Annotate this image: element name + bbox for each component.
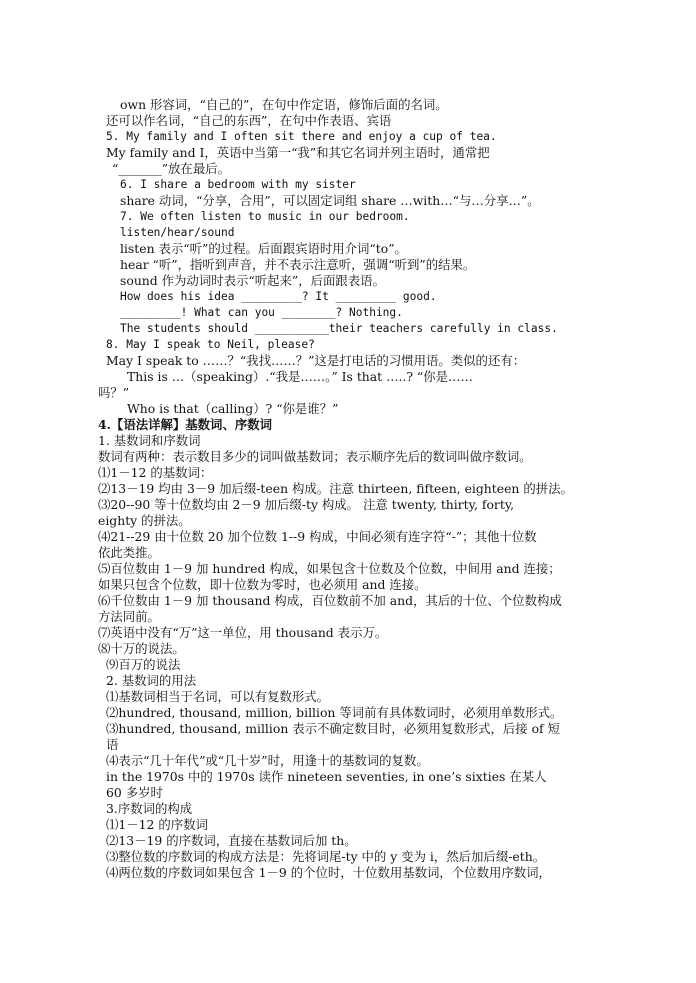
section-heading: 4.【语法详解】基数词、序数词 bbox=[98, 417, 273, 432]
text-line: 3.序数词的构成 bbox=[106, 801, 193, 816]
text-line: “_______”放在最后。 bbox=[112, 161, 230, 176]
text-line: own 形容词，“自己的”，在句中作定语，修饰后面的名词。 bbox=[120, 97, 448, 112]
text-line: ⑷两位数的序数词如果包含 1－9 的个位时，十位数用基数词，个位数用序数词， bbox=[106, 865, 551, 880]
text-line: 如果只包含个位数，即十位数为零时，也必须用 and 连接。 bbox=[98, 577, 427, 592]
text-line: share 动词，“分享，合用”，可以固定词组 share …with…“与…分享…”。 bbox=[120, 193, 540, 208]
text-line: 数词有两种：表示数目多少的词叫做基数词；表示顺序先后的数词叫做序数词。 bbox=[98, 449, 532, 464]
text-line: ⑵hundred, thousand, million, billion 等词前有具体数词时，必须用单数形式。 bbox=[106, 705, 563, 720]
text-line: sound 作为动词时表示“听起来”，后面跟表语。 bbox=[120, 273, 385, 288]
text-line: The students should ___________their teachers carefully in class. bbox=[120, 322, 558, 335]
text-line: ⑶20--90 等十位数均由 2－9 加后缀-ty 构成。 注意 twenty, thirty, forty, bbox=[98, 497, 515, 512]
text-line: Who is that（calling）? “你是谁？” bbox=[127, 401, 339, 416]
text-line: 6. I share a bedroom with my sister bbox=[120, 178, 356, 191]
text-line: ⑹千位数由 1－9 加 thousand 构成，百位数前不加 and，其后的十位、个位数构成 bbox=[98, 593, 562, 608]
text-line: ⑻十万的说法。 bbox=[98, 641, 185, 656]
text-line: This is …（speaking）.“我是……。” Is that …..? “你是…… bbox=[127, 369, 473, 384]
text-line: My family and I，英语中当第一“我”和其它名词并列主语时，通常把 bbox=[106, 145, 490, 160]
text-line: May I speak to ……？“我找……？”这是打电话的习惯用语。类似的还有： bbox=[106, 353, 526, 368]
text-line: hear “听”，指听到声音，并不表示注意听，强调“听到”的结果。 bbox=[120, 257, 476, 272]
text-line: ⑴1－12 的基数词： bbox=[98, 465, 213, 480]
text-line: ⑸百位数由 1－9 加 hundred 构成，如果包含十位数及个位数，中间用 and 连接； bbox=[98, 561, 561, 576]
text-line: 方法同前。 bbox=[98, 609, 160, 624]
text-line: in the 1970s 中的 1970s 读作 nineteen seventies, in one’s sixties 在某人 bbox=[106, 769, 547, 784]
text-line: _________! What can you ________? Nothing. bbox=[120, 306, 403, 319]
text-line: 2. 基数词的用法 bbox=[106, 673, 197, 688]
text-line: ⑷21--29 由十位数 20 加个位数 1--9 构成，中间必须有连字符“-”；其他十位数 bbox=[98, 529, 537, 544]
text-line: 依此类推。 bbox=[98, 545, 160, 560]
text-line: ⑵13－19 均由 3－9 加后缀-teen 构成。注意 thirteen, fifteen, eighteen 的拼法。 bbox=[98, 481, 573, 496]
text-line: ⑶整位数的序数词的构成方法是：先将词尾-ty 中的 y 变为 i，然后加后缀-eth。 bbox=[106, 849, 546, 864]
text-line: 还可以作名词，“自己的东西”，在句中作表语、宾语 bbox=[106, 113, 392, 128]
text-line: listen/hear/sound bbox=[120, 226, 235, 239]
text-line: 7. We often listen to music in our bedroom. bbox=[120, 210, 410, 223]
text-line: ⑶hundred, thousand, million 表示不确定数目时，必须用复数形式，后接 of 短 bbox=[106, 721, 560, 736]
text-line: 60 多岁时 bbox=[106, 785, 163, 800]
text-line: 吗？” bbox=[98, 385, 130, 400]
text-line: How does his idea _________? It _________ good. bbox=[120, 290, 437, 303]
text-line: ⑼百万的说法 bbox=[106, 657, 181, 672]
text-line: ⑴1－12 的序数词 bbox=[106, 817, 208, 832]
text-line: 5. My family and I often sit there and enjoy a cup of tea. bbox=[106, 130, 497, 143]
text-line: ⑵13－19 的序数词，直接在基数词后加 th。 bbox=[106, 833, 357, 848]
text-line: eighty 的拼法。 bbox=[98, 513, 191, 528]
text-line: ⑷表示“几十年代”或“几十岁”时，用逢十的基数词的复数。 bbox=[106, 753, 429, 768]
text-line: 8. May I speak to Neil, please? bbox=[106, 338, 315, 351]
text-line: listen 表示“听”的过程。后面跟宾语时用介词“to”。 bbox=[120, 241, 407, 256]
text-line: 语 bbox=[106, 737, 119, 752]
text-line: ⑺英语中没有“万”这一单位，用 thousand 表示万。 bbox=[98, 625, 388, 640]
text-line: 1. 基数词和序数词 bbox=[98, 433, 201, 448]
text-line: ⑴基数词相当于名词，可以有复数形式。 bbox=[106, 689, 330, 704]
